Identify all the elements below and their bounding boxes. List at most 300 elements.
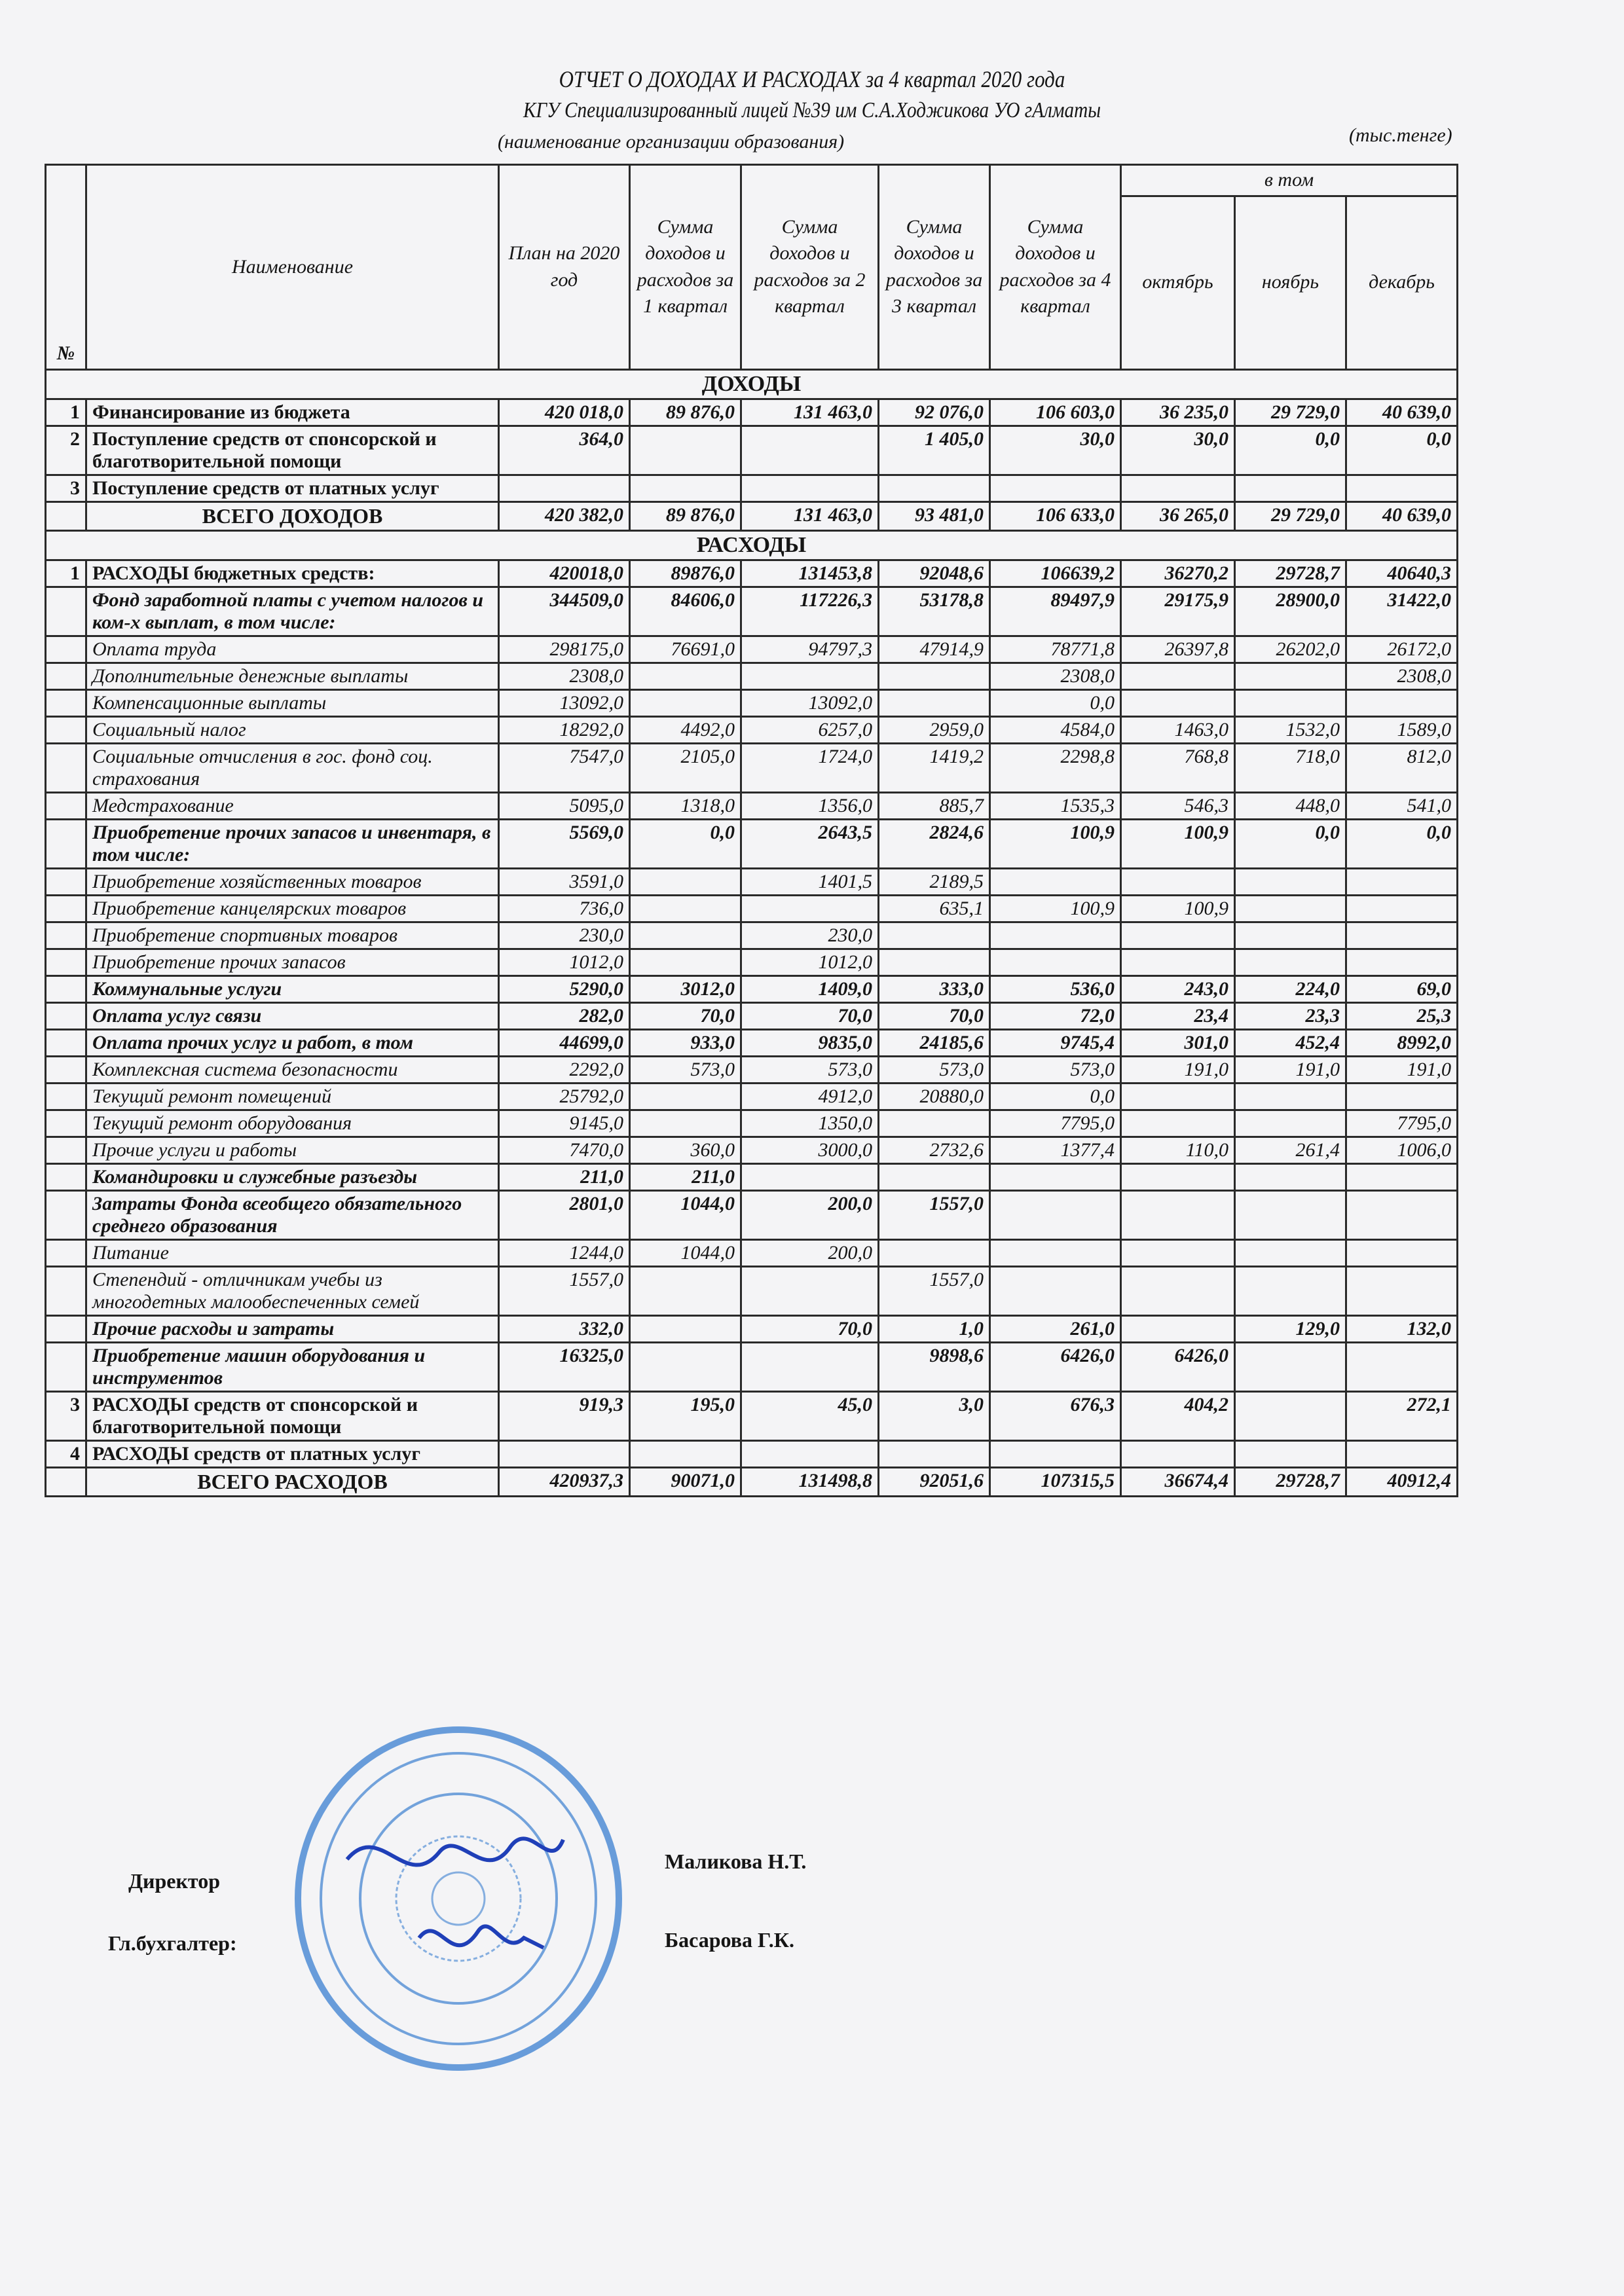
income-expense-table	[45, 164, 1458, 1497]
row-number	[46, 1266, 86, 1315]
organization-name: КГУ Специализированный лицей №39 им С.А.Ходжикова УО гАлматы	[523, 98, 1101, 122]
value-cell	[1235, 475, 1346, 501]
value-cell: 92048,6	[879, 560, 990, 587]
row-label: Прочие услуги и работы	[86, 1137, 499, 1163]
value-cell: 404,2	[1121, 1391, 1235, 1440]
value-cell: 7795,0	[1346, 1110, 1458, 1137]
value-cell: 25,3	[1346, 1002, 1458, 1029]
row-number	[46, 1342, 86, 1391]
value-cell: 1006,0	[1346, 1137, 1458, 1163]
value-cell: 243,0	[1121, 975, 1235, 1002]
value-cell: 1557,0	[879, 1266, 990, 1315]
value-cell: 261,4	[1235, 1137, 1346, 1163]
row-number: 2	[46, 426, 86, 475]
value-cell: 573,0	[879, 1056, 990, 1083]
value-cell	[990, 1266, 1121, 1315]
value-cell	[741, 1266, 879, 1315]
value-cell	[1346, 1083, 1458, 1110]
value-cell: 1 405,0	[879, 426, 990, 475]
row-number	[46, 636, 86, 663]
value-cell: 1557,0	[499, 1266, 630, 1315]
value-cell: 6257,0	[741, 716, 879, 743]
value-cell: 1419,2	[879, 743, 990, 792]
value-cell: 211,0	[630, 1163, 741, 1190]
value-cell	[1121, 475, 1235, 501]
col-no: №	[46, 165, 86, 370]
row-number: 3	[46, 1391, 86, 1440]
row-number	[46, 1315, 86, 1342]
col-december: декабрь	[1346, 196, 1458, 369]
value-cell: 360,0	[630, 1137, 741, 1163]
value-cell: 0,0	[1235, 426, 1346, 475]
row-label: РАСХОДЫ средств от спонсорской и благотворительной помощи	[86, 1391, 499, 1440]
value-cell: 1589,0	[1346, 716, 1458, 743]
value-cell: 3,0	[879, 1391, 990, 1440]
row-label: Компенсационные выплаты	[86, 689, 499, 716]
value-cell: 25792,0	[499, 1083, 630, 1110]
value-cell: 191,0	[1346, 1056, 1458, 1083]
value-cell: 13092,0	[741, 689, 879, 716]
value-cell: 30,0	[1121, 426, 1235, 475]
expense-row	[46, 949, 1458, 975]
value-cell	[741, 895, 879, 922]
value-cell: 211,0	[499, 1163, 630, 1190]
value-cell	[1346, 1266, 1458, 1315]
value-cell: 26397,8	[1121, 636, 1235, 663]
value-cell: 45,0	[741, 1391, 879, 1440]
value-cell	[741, 475, 879, 501]
value-cell: 8992,0	[1346, 1029, 1458, 1056]
value-cell	[1121, 1239, 1235, 1266]
value-cell: 6426,0	[1121, 1342, 1235, 1391]
value-cell: 129,0	[1235, 1315, 1346, 1342]
value-cell	[630, 475, 741, 501]
row-label: Командировки и служебные разъезды	[86, 1163, 499, 1190]
value-cell: 40 639,0	[1346, 399, 1458, 426]
value-cell: 100,9	[1121, 895, 1235, 922]
income-section-title: ДОХОДЫ	[46, 369, 1458, 399]
value-cell: 933,0	[630, 1029, 741, 1056]
value-cell: 452,4	[1235, 1029, 1346, 1056]
row-label: Питание	[86, 1239, 499, 1266]
expense-row	[46, 1056, 1458, 1083]
value-cell: 3000,0	[741, 1137, 879, 1163]
value-cell: 2292,0	[499, 1056, 630, 1083]
value-cell: 2298,8	[990, 743, 1121, 792]
value-cell: 9898,6	[879, 1342, 990, 1391]
value-cell: 230,0	[499, 922, 630, 949]
row-label: Степендий - отличникам учебы из многодетных малообеспеченных семей	[86, 1266, 499, 1315]
value-cell: 0,0	[1346, 819, 1458, 868]
value-cell: 195,0	[630, 1391, 741, 1440]
value-cell: 72,0	[990, 1002, 1121, 1029]
value-cell: 364,0	[499, 426, 630, 475]
value-cell: 1377,4	[990, 1137, 1121, 1163]
value-cell: 31422,0	[1346, 587, 1458, 636]
value-cell: 5095,0	[499, 792, 630, 819]
value-cell	[1235, 663, 1346, 689]
total-value-cell: 420937,3	[499, 1467, 630, 1496]
value-cell	[1235, 1266, 1346, 1315]
value-cell: 69,0	[1346, 975, 1458, 1002]
row-label: Коммунальные услуги	[86, 975, 499, 1002]
expense-row	[46, 868, 1458, 895]
value-cell	[1346, 895, 1458, 922]
value-cell: 4492,0	[630, 716, 741, 743]
row-number: 4	[46, 1440, 86, 1467]
expense-total-row	[46, 1467, 1458, 1496]
value-cell: 6426,0	[990, 1342, 1121, 1391]
value-cell	[630, 868, 741, 895]
value-cell	[879, 922, 990, 949]
value-cell: 36270,2	[1121, 560, 1235, 587]
value-cell: 1463,0	[1121, 716, 1235, 743]
expense-row	[46, 716, 1458, 743]
row-number	[46, 1029, 86, 1056]
value-cell: 9745,4	[990, 1029, 1121, 1056]
expense-row	[46, 1239, 1458, 1266]
row-number	[46, 587, 86, 636]
row-label: Поступление средств от платных услуг	[86, 475, 499, 501]
expense-row	[46, 587, 1458, 636]
value-cell: 106 603,0	[990, 399, 1121, 426]
value-cell	[990, 868, 1121, 895]
units-label: (тыс.тенге)	[1349, 124, 1452, 146]
expense-row	[46, 922, 1458, 949]
col-october: октябрь	[1121, 196, 1235, 369]
row-label: Приобретение спортивных товаров	[86, 922, 499, 949]
value-cell	[1346, 1163, 1458, 1190]
value-cell: 1532,0	[1235, 716, 1346, 743]
value-cell: 736,0	[499, 895, 630, 922]
expense-row	[46, 1315, 1458, 1342]
value-cell: 13092,0	[499, 689, 630, 716]
row-number	[46, 819, 86, 868]
value-cell	[630, 426, 741, 475]
value-cell: 676,3	[990, 1391, 1121, 1440]
expense-row	[46, 1190, 1458, 1239]
accountant-label: Гл.бухгалтер:	[108, 1931, 237, 1955]
value-cell: 1318,0	[630, 792, 741, 819]
value-cell	[630, 922, 741, 949]
value-cell	[990, 475, 1121, 501]
value-cell	[1346, 475, 1458, 501]
value-cell: 84606,0	[630, 587, 741, 636]
value-cell	[499, 475, 630, 501]
row-label: Финансирование из бюджета	[86, 399, 499, 426]
value-cell: 7470,0	[499, 1137, 630, 1163]
value-cell	[1235, 1163, 1346, 1190]
value-cell	[1235, 1110, 1346, 1137]
value-cell: 5290,0	[499, 975, 630, 1002]
value-cell: 28900,0	[1235, 587, 1346, 636]
value-cell: 272,1	[1346, 1391, 1458, 1440]
value-cell: 3591,0	[499, 868, 630, 895]
value-cell: 23,3	[1235, 1002, 1346, 1029]
income-section	[46, 369, 1458, 530]
value-cell	[1121, 689, 1235, 716]
value-cell: 3012,0	[630, 975, 741, 1002]
value-cell: 261,0	[990, 1315, 1121, 1342]
value-cell	[630, 949, 741, 975]
value-cell: 1535,3	[990, 792, 1121, 819]
col-q2: Сумма доходов и расходов за 2 квартал	[741, 165, 879, 370]
expense-row	[46, 975, 1458, 1002]
organization-caption: (наименование организации образования)	[498, 131, 845, 153]
value-cell: 16325,0	[499, 1342, 630, 1391]
value-cell: 100,9	[990, 819, 1121, 868]
row-label: Приобретение хозяйственных товаров	[86, 868, 499, 895]
value-cell: 224,0	[1235, 975, 1346, 1002]
accountant-name: Басарова Г.К.	[665, 1928, 794, 1952]
expense-row	[46, 819, 1458, 868]
value-cell: 332,0	[499, 1315, 630, 1342]
value-cell: 131 463,0	[741, 399, 879, 426]
value-cell	[1346, 1239, 1458, 1266]
value-cell: 420 018,0	[499, 399, 630, 426]
row-label: Комплексная система безопасности	[86, 1056, 499, 1083]
row-number	[46, 1110, 86, 1137]
value-cell: 2189,5	[879, 868, 990, 895]
value-cell	[1235, 1083, 1346, 1110]
value-cell: 1350,0	[741, 1110, 879, 1137]
col-group-including: в том	[1121, 165, 1458, 196]
expense-row	[46, 1163, 1458, 1190]
value-cell: 573,0	[630, 1056, 741, 1083]
value-cell: 92 076,0	[879, 399, 990, 426]
value-cell: 1012,0	[741, 949, 879, 975]
value-cell	[990, 1440, 1121, 1467]
row-number	[46, 1137, 86, 1163]
value-cell: 70,0	[879, 1002, 990, 1029]
value-cell: 100,9	[990, 895, 1121, 922]
value-cell	[1346, 949, 1458, 975]
director-name: Маликова Н.Т.	[665, 1850, 807, 1873]
row-label: Социальные отчисления в гос. фонд соц. страхования	[86, 743, 499, 792]
value-cell: 0,0	[1346, 426, 1458, 475]
value-cell	[1235, 949, 1346, 975]
value-cell	[1346, 868, 1458, 895]
value-cell	[1121, 1190, 1235, 1239]
total-label: ВСЕГО РАСХОДОВ	[86, 1467, 499, 1496]
row-number: 3	[46, 475, 86, 501]
row-number	[46, 1056, 86, 1083]
value-cell: 4912,0	[741, 1083, 879, 1110]
row-number	[46, 743, 86, 792]
value-cell: 2732,6	[879, 1137, 990, 1163]
value-cell	[630, 1315, 741, 1342]
value-cell	[1346, 1440, 1458, 1467]
value-cell: 89497,9	[990, 587, 1121, 636]
value-cell: 110,0	[1121, 1137, 1235, 1163]
row-number: 1	[46, 560, 86, 587]
value-cell	[741, 1342, 879, 1391]
expense-row	[46, 689, 1458, 716]
value-cell: 448,0	[1235, 792, 1346, 819]
expense-row	[46, 636, 1458, 663]
value-cell: 1356,0	[741, 792, 879, 819]
value-cell	[879, 663, 990, 689]
total-value-cell: 93 481,0	[879, 501, 990, 530]
expense-row	[46, 792, 1458, 819]
row-number	[46, 895, 86, 922]
col-q3: Сумма доходов и расходов за 3 квартал	[879, 165, 990, 370]
expense-row	[46, 1137, 1458, 1163]
value-cell: 40640,3	[1346, 560, 1458, 587]
value-cell: 635,1	[879, 895, 990, 922]
value-cell: 26202,0	[1235, 636, 1346, 663]
col-plan: План на 2020 год	[499, 165, 630, 370]
value-cell: 94797,3	[741, 636, 879, 663]
value-cell: 230,0	[741, 922, 879, 949]
value-cell	[1121, 1163, 1235, 1190]
row-number	[46, 1163, 86, 1190]
value-cell: 1044,0	[630, 1190, 741, 1239]
row-number	[46, 1190, 86, 1239]
row-number	[46, 1467, 86, 1496]
row-label: Дополнительные денежные выплаты	[86, 663, 499, 689]
value-cell	[1235, 895, 1346, 922]
income-total-row	[46, 501, 1458, 530]
row-number	[46, 1083, 86, 1110]
value-cell: 200,0	[741, 1190, 879, 1239]
value-cell: 536,0	[990, 975, 1121, 1002]
value-cell: 20880,0	[879, 1083, 990, 1110]
expense-row	[46, 1002, 1458, 1029]
expense-row	[46, 895, 1458, 922]
col-name: Наименование	[86, 165, 499, 370]
expense-section	[46, 530, 1458, 1496]
value-cell	[1235, 1440, 1346, 1467]
row-label: Прочие расходы и затраты	[86, 1315, 499, 1342]
accountant-signature-icon	[419, 1926, 544, 1948]
value-cell	[1235, 689, 1346, 716]
value-cell: 1012,0	[499, 949, 630, 975]
value-cell: 7547,0	[499, 743, 630, 792]
row-number	[46, 1239, 86, 1266]
value-cell: 100,9	[1121, 819, 1235, 868]
row-number	[46, 868, 86, 895]
value-cell: 24185,6	[879, 1029, 990, 1056]
total-value-cell: 40912,4	[1346, 1467, 1458, 1496]
value-cell	[741, 1440, 879, 1467]
total-value-cell: 89 876,0	[630, 501, 741, 530]
value-cell	[1121, 922, 1235, 949]
value-cell	[879, 949, 990, 975]
expense-row	[46, 743, 1458, 792]
value-cell: 2643,5	[741, 819, 879, 868]
value-cell: 282,0	[499, 1002, 630, 1029]
value-cell	[990, 922, 1121, 949]
value-cell: 9835,0	[741, 1029, 879, 1056]
value-cell	[1121, 1110, 1235, 1137]
value-cell: 23,4	[1121, 1002, 1235, 1029]
total-value-cell: 40 639,0	[1346, 501, 1458, 530]
value-cell	[1346, 922, 1458, 949]
value-cell	[1121, 1083, 1235, 1110]
total-value-cell: 131498,8	[741, 1467, 879, 1496]
value-cell: 298175,0	[499, 636, 630, 663]
row-number	[46, 949, 86, 975]
value-cell	[1235, 1190, 1346, 1239]
value-cell: 1724,0	[741, 743, 879, 792]
value-cell: 1244,0	[499, 1239, 630, 1266]
row-number	[46, 1002, 86, 1029]
col-november: ноябрь	[1235, 196, 1346, 369]
value-cell: 7795,0	[990, 1110, 1121, 1137]
value-cell: 812,0	[1346, 743, 1458, 792]
value-cell: 5569,0	[499, 819, 630, 868]
value-cell: 2308,0	[990, 663, 1121, 689]
report-title: ОТЧЕТ О ДОХОДАХ И РАСХОДАХ за 4 квартал 2020 года	[559, 66, 1065, 92]
expense-row	[46, 1266, 1458, 1315]
value-cell	[990, 949, 1121, 975]
value-cell: 191,0	[1235, 1056, 1346, 1083]
value-cell: 36 235,0	[1121, 399, 1235, 426]
value-cell: 1044,0	[630, 1239, 741, 1266]
value-cell: 4584,0	[990, 716, 1121, 743]
row-label: Текущий ремонт помещений	[86, 1083, 499, 1110]
value-cell: 26172,0	[1346, 636, 1458, 663]
value-cell	[741, 426, 879, 475]
value-cell	[630, 663, 741, 689]
total-value-cell: 92051,6	[879, 1467, 990, 1496]
value-cell: 546,3	[1121, 792, 1235, 819]
total-value-cell: 36674,4	[1121, 1467, 1235, 1496]
official-stamp-icon	[288, 1722, 629, 2075]
total-value-cell: 90071,0	[630, 1467, 741, 1496]
row-label: Медстрахование	[86, 792, 499, 819]
value-cell: 0,0	[990, 689, 1121, 716]
value-cell: 131453,8	[741, 560, 879, 587]
value-cell	[879, 689, 990, 716]
value-cell: 919,3	[499, 1391, 630, 1440]
total-value-cell: 36 265,0	[1121, 501, 1235, 530]
expense-row	[46, 1083, 1458, 1110]
value-cell: 1557,0	[879, 1190, 990, 1239]
value-cell: 573,0	[990, 1056, 1121, 1083]
expense-section-title: РАСХОДЫ	[46, 530, 1458, 560]
value-cell: 2824,6	[879, 819, 990, 868]
value-cell: 333,0	[879, 975, 990, 1002]
value-cell	[1121, 868, 1235, 895]
value-cell	[879, 1110, 990, 1137]
value-cell	[1121, 1266, 1235, 1315]
value-cell	[1235, 1239, 1346, 1266]
value-cell: 70,0	[630, 1002, 741, 1029]
value-cell	[1235, 1342, 1346, 1391]
value-cell	[630, 689, 741, 716]
value-cell: 29175,9	[1121, 587, 1235, 636]
director-signature-icon	[347, 1838, 563, 1865]
value-cell: 541,0	[1346, 792, 1458, 819]
value-cell: 0,0	[630, 819, 741, 868]
value-cell: 30,0	[990, 426, 1121, 475]
row-number	[46, 663, 86, 689]
value-cell	[499, 1440, 630, 1467]
expense-row	[46, 1391, 1458, 1440]
value-cell: 0,0	[1235, 819, 1346, 868]
value-cell: 76691,0	[630, 636, 741, 663]
value-cell	[1121, 663, 1235, 689]
value-cell	[1235, 922, 1346, 949]
row-label: Приобретение машин оборудования и инструментов	[86, 1342, 499, 1391]
expense-row	[46, 1110, 1458, 1137]
value-cell: 718,0	[1235, 743, 1346, 792]
value-cell: 53178,8	[879, 587, 990, 636]
value-cell: 1409,0	[741, 975, 879, 1002]
expense-row	[46, 1342, 1458, 1391]
